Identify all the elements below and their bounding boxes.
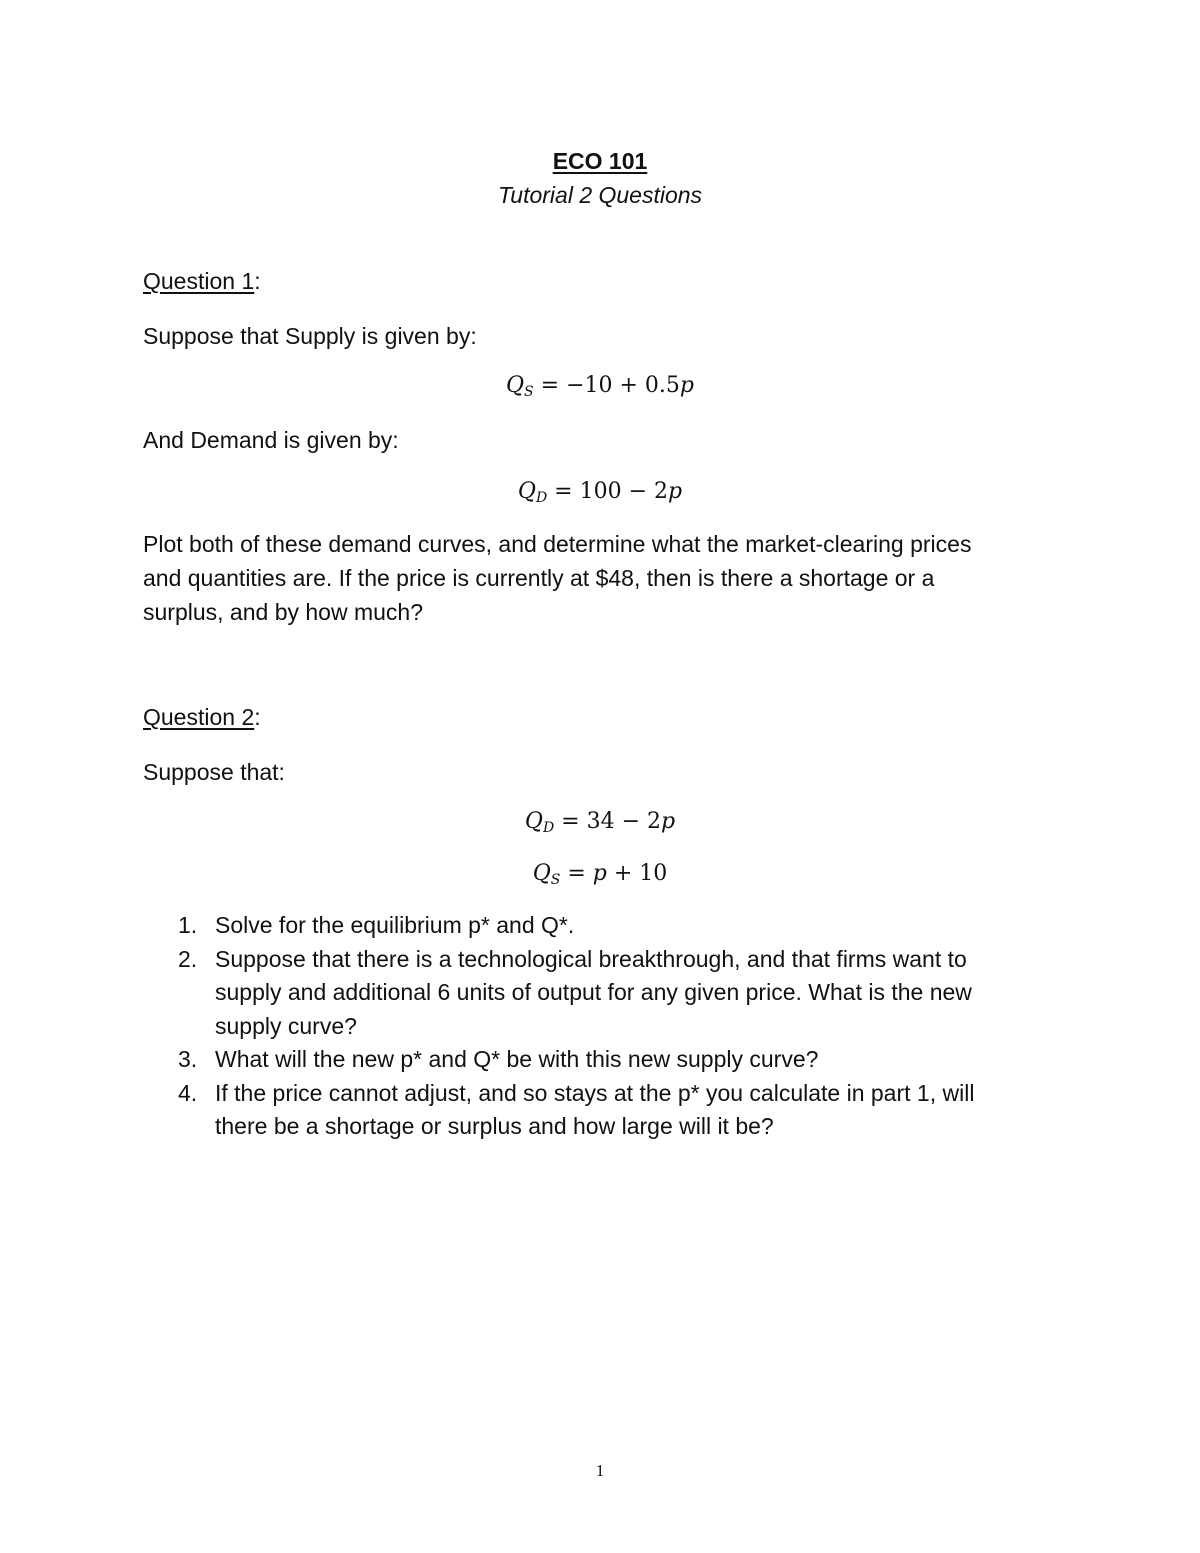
demand-equation-q1: $Q_D = 100 - 2p$ (517, 479, 683, 506)
question-1-body: Plot both of these demand curves, and determine what the market-clearing prices and quantities are. If the price is currently at $48, then is there a shortage or a surplus, and by how much? (143, 531, 972, 625)
list-item: 4. If the price cannot adjust, and so stays at the p* you calculate in part 1, will there be a shortage or surplus and how large will it be? (143, 1077, 1073, 1144)
list-item-number: 4. (178, 1079, 198, 1106)
question-2-list (143, 909, 1073, 1144)
list-item-number: 3. (178, 1046, 198, 1072)
page-number: 1 (595, 1461, 605, 1480)
list-item: 1. Solve for the equilibrium p* and Q*. (143, 909, 1073, 943)
list-item: 3. What will the new p* and Q* be with this new supply curve? (143, 1043, 1073, 1077)
demand-equation-q2: $Q_D = 34 - 2p$ (524, 809, 676, 836)
question-1-demand-intro: And Demand is given by: (143, 427, 399, 453)
question-1-supply-intro: Suppose that Supply is given by: (143, 323, 477, 349)
question-1-heading: Question 1: (143, 268, 261, 294)
document-subtitle: Tutorial 2 Questions (497, 182, 703, 208)
question-2-heading: Question 2: (143, 704, 261, 730)
list-item-number: 1. (178, 912, 198, 938)
question-2-intro: Suppose that: (143, 759, 285, 785)
supply-equation-q2: $Q_S = p + 10$ (532, 861, 668, 888)
supply-equation-q1: $Q_S = -10 + 0.5p$ (506, 373, 694, 400)
list-item-number: 2. (178, 945, 198, 972)
course-title: ECO 101 (552, 148, 648, 174)
list-item: 2. Suppose that there is a technological breakthrough, and that firms want to supply and additional 6 units of output for any given price. What is the new supply curve? (143, 943, 1073, 1044)
